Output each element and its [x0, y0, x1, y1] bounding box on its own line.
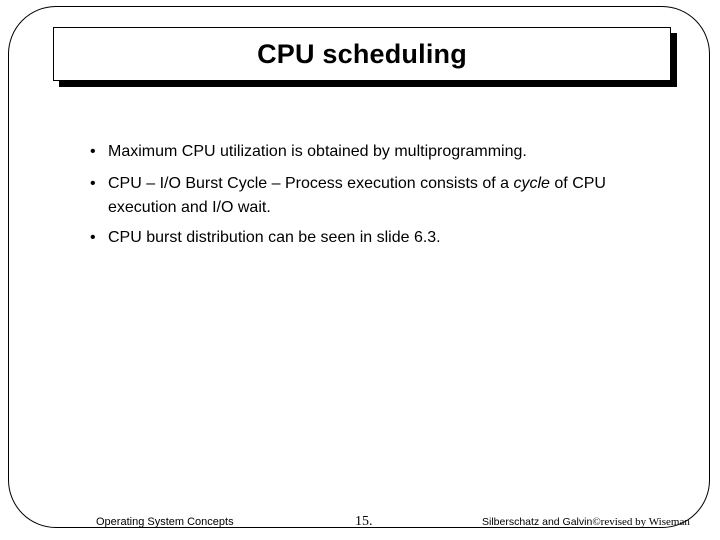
footer-credits [482, 516, 690, 528]
bullet-text-2-start: CPU – I/O Burst Cycle – Process execution consists of a [108, 175, 514, 192]
bullet-text-1: Maximum CPU utilization is obtained by multiprogramming. [108, 143, 527, 160]
bullet-text-3: CPU burst distribution can be seen in slide 6.3. [108, 229, 441, 246]
title-box [53, 27, 671, 81]
footer-revision: ©revised by Wiseman [592, 516, 690, 528]
bullet-text-2-emphasis: cycle [513, 175, 550, 192]
bullet-dot-icon: • [90, 175, 96, 192]
bullet-dot-icon: • [90, 143, 96, 160]
footer-authors: Silberschatz and Galvin [482, 516, 593, 528]
bullet-item-2 [90, 172, 668, 220]
bullet-item-1 [90, 140, 527, 164]
bullet-text-2-end: of CPU execution and I/O wait. [108, 175, 606, 216]
slide-title: CPU scheduling [257, 38, 467, 69]
bullet-item-3 [90, 226, 441, 250]
footer-course-name: Operating System Concepts [96, 516, 234, 528]
footer-page-number: 15. [355, 514, 373, 529]
bullet-dot-icon: • [90, 229, 96, 246]
